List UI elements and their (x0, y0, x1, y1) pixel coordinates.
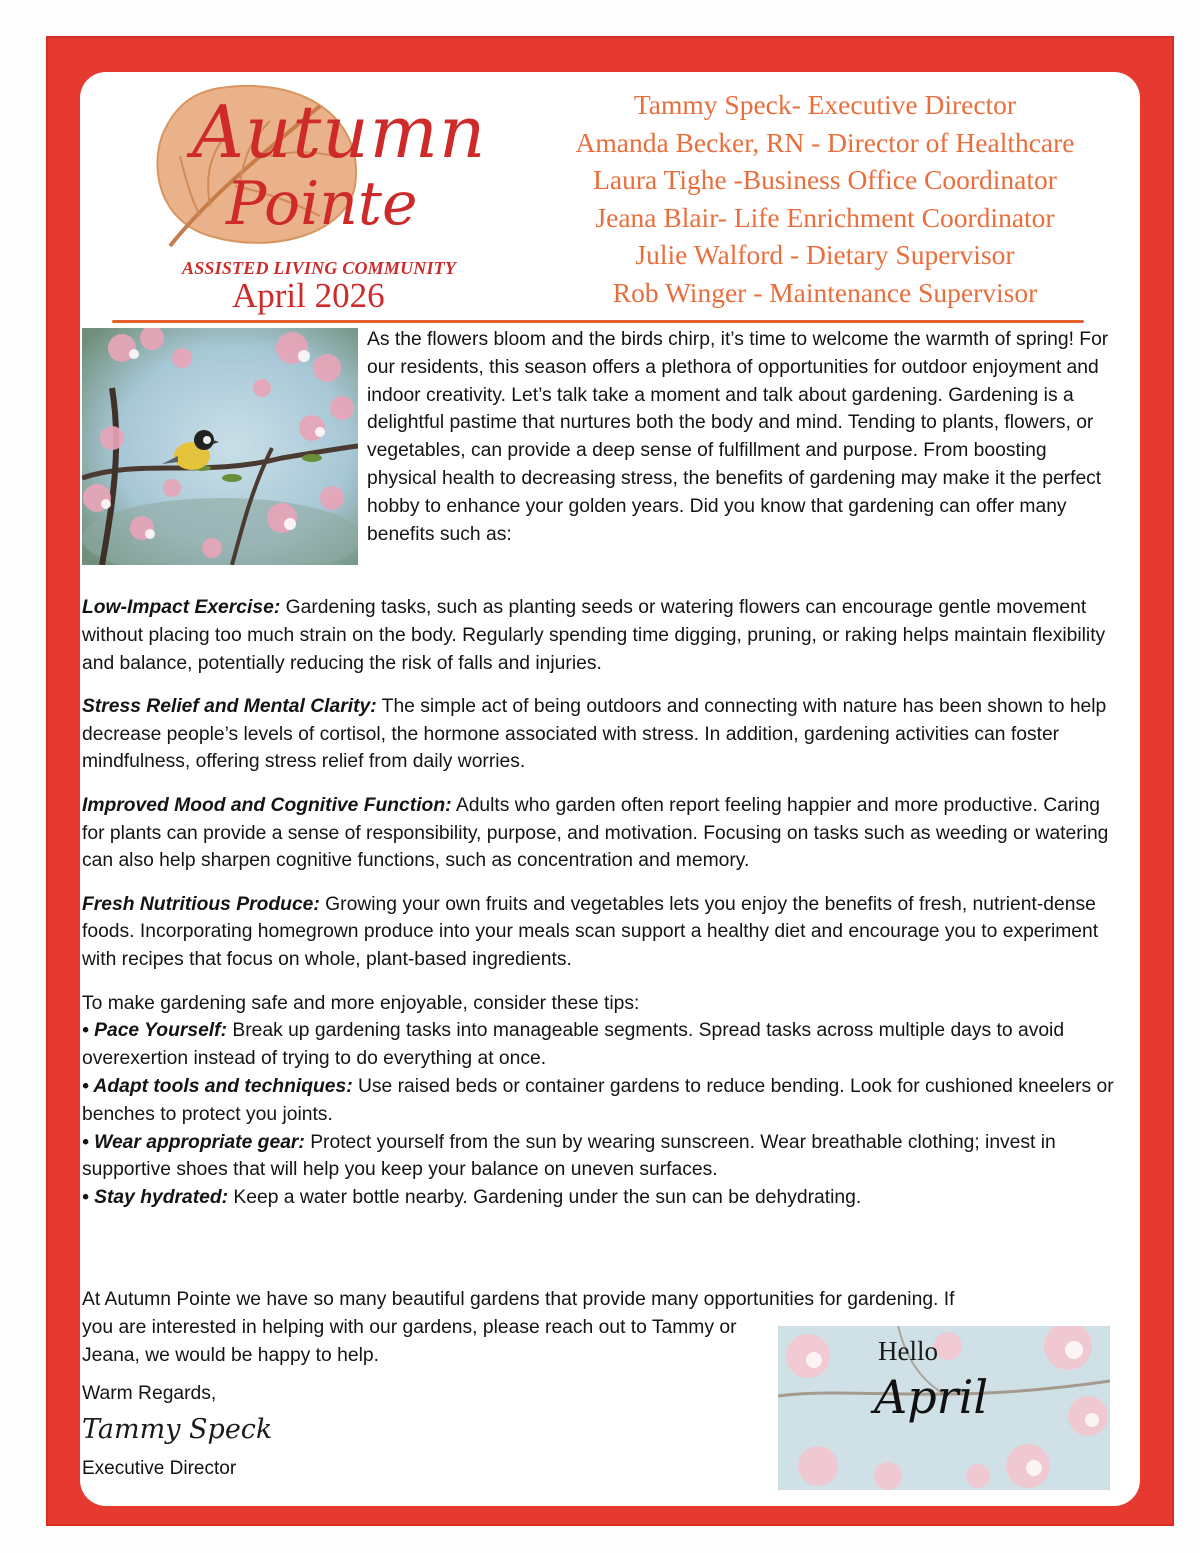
staff-item: Tammy Speck- Executive Director (633, 89, 1017, 120)
benefit-title: Low-Impact Exercise: (82, 597, 281, 618)
staff-item: Amanda Becker, RN - Director of Healthcare (575, 126, 1075, 158)
benefit-paragraph (82, 792, 1127, 875)
tip-item (82, 1017, 1127, 1073)
tip-item (82, 1073, 1127, 1129)
hello-text: Hello (878, 1336, 938, 1366)
bird-blossom-photo (82, 328, 358, 565)
closing-line-2: you are interested in helping with our gardens, please reach out to Tammy or Jeana, we would be happy to help. (82, 1316, 737, 1366)
staff-item: Rob Winger - Maintenance Supervisor (612, 276, 1038, 308)
tips-list (82, 990, 1127, 1212)
logo-subtitle: ASSISTED LIVING COMMUNITY (182, 258, 457, 278)
tips-intro: To make gardening safe and more enjoyable, consider these tips: (82, 992, 640, 1014)
benefit-title: Fresh Nutritious Produce: (82, 893, 320, 915)
benefit-text: The simple act of being outdoors and connecting with nature has been shown to help decrease people’s levels of cortisol, the hormone associated with stress. In addition, gardening activities can foster mindfulness, offering stress relief from daily worries. (82, 695, 1107, 773)
benefit-title: Stress Relief and Mental Clarity: (82, 695, 377, 717)
benefit-paragraph (82, 594, 1127, 677)
staff-item: Julie Walford - Dietary Supervisor (635, 239, 1015, 270)
benefit-paragraph (82, 693, 1127, 776)
benefit-text: Growing your own fruits and vegetables lets you enjoy the benefits of fresh, nutrient-dense foods. Incorporating homegrown produce into your meals scan support a healthy diet and encourage you to experiment with recipes that focus on whole, plant-based ingredients. (82, 893, 1099, 971)
tip-item (82, 1184, 1127, 1212)
tip-title: • Adapt tools and techniques: (82, 1075, 353, 1097)
regards: Warm Regards, (82, 1383, 217, 1404)
logo-word-autumn: Autumn (192, 90, 487, 174)
benefit-title: Improved Mood and Cognitive Function: (82, 794, 452, 816)
benefit-text: Adults who garden often report feeling happier and more productive. Caring for plants can provide a sense of responsibility, purpose, and motivation. Focusing on tasks such as weeding or watering can also help sharpen cognitive functions, such as concentration and memory. (82, 794, 1109, 872)
tip-item (82, 1129, 1127, 1185)
signature: Tammy Speck (82, 1414, 273, 1445)
closing-line-1: At Autumn Pointe we have so many beautiful gardens that provide many opportunities for gardening. If (82, 1289, 955, 1310)
tip-text: Break up gardening tasks into manageable segments. Spread tasks across multiple days to avoid overexertion instead of trying to do everything at once. (82, 1020, 1065, 1070)
tip-text: Protect yourself from the sun by wearing sunscreen. Wear breathable clothing; invest in supportive shoes that will help you keep your balance on uneven surfaces. (82, 1131, 1056, 1181)
tip-text: Keep a water bottle nearby. Gardening under the sun can be dehydrating. (228, 1187, 862, 1209)
benefit-paragraph (82, 891, 1127, 974)
tip-title: • Stay hydrated: (82, 1187, 229, 1209)
signature-title: Executive Director (82, 1458, 237, 1479)
article-body (82, 594, 1127, 1212)
staff-list (520, 86, 1130, 311)
logo (150, 76, 510, 316)
tip-title: • Pace Yourself: (82, 1020, 227, 1042)
staff-item: Laura Tighe -Business Office Coordinator (593, 164, 1057, 195)
staff-item: Jeana Blair- Life Enrichment Coordinator (595, 201, 1055, 233)
tip-text: Use raised beds or container gardens to reduce bending. Look for cushioned kneelers or benches to protect you joints. (82, 1075, 1114, 1125)
header-divider (112, 320, 1084, 323)
april-text: April (874, 1370, 989, 1424)
issue-date: April 2026 (232, 276, 385, 315)
tip-title: • Wear appropriate gear: (82, 1131, 305, 1153)
benefit-text: Gardening tasks, such as planting seeds or watering flowers can encourage gentle movement without placing too much strain on the body. Regularly spending time digging, pruning, or raking helps maintain flexibility and balance, potentially reducing the risk of falls and injuries. (82, 597, 1106, 674)
intro-paragraph: As the flowers bloom and the birds chirp, it’s time to welcome the warmth of spring! For our residents, this season offers a plethora of opportunities for outdoor enjoyment and indoor creativity. Let’s talk take a moment and talk about gardening. Gardening is a delightful pastime that nurtures both the body and mind. Tending to plants, flowers, or vegetables, can provide a deep sense of fulfillment and purpose. From boosting physical health to decreasing stress, the benefits of gardening may make it the perfect hobby to enhance your golden years. Did you know that gardening can offer many benefits such as: (367, 329, 1109, 545)
logo-word-pointe: Pointe (226, 169, 418, 239)
hello-april-image (778, 1326, 1110, 1490)
